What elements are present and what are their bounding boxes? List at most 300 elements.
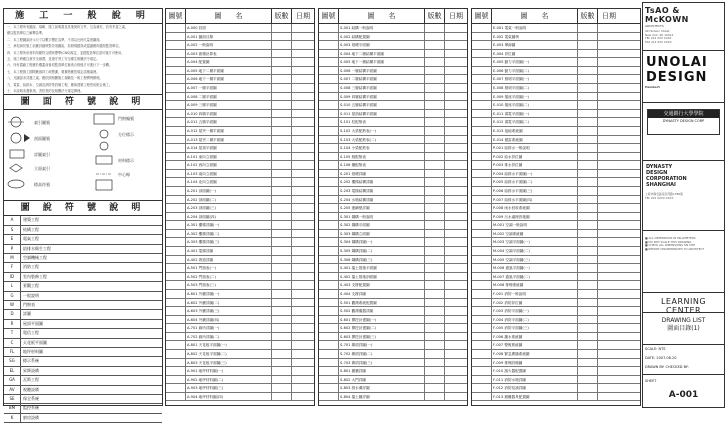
row-version [425, 247, 445, 255]
row-date [445, 281, 467, 289]
table-row [319, 204, 467, 213]
row-title: E-007 照明平面圖(一) [492, 75, 578, 83]
row-title: S-302 鋼構平面圖 [339, 221, 425, 229]
row-title: M-003 空調平面圖(一) [492, 238, 578, 246]
row-version [425, 50, 445, 58]
row-date [598, 281, 620, 289]
row-version [578, 299, 598, 307]
abbreviation-code: P [4, 245, 21, 253]
row-title: S-006 一層結構平面圖 [339, 67, 425, 75]
notes-title: 施 工 一 般 說 明 [4, 9, 162, 24]
row-number [472, 256, 492, 264]
row-title: S-001 結構一般說明 [339, 24, 425, 32]
row-number [166, 230, 186, 238]
row-title: S-601 開挖計畫圖(一) [339, 316, 425, 324]
row-title: S-702 雜項詳圖(二) [339, 350, 425, 358]
row-title: A-002 一般說明 [186, 41, 272, 49]
row-date [598, 230, 620, 238]
table-row [472, 136, 640, 145]
table-row [319, 213, 467, 222]
row-date [292, 299, 314, 307]
row-date [598, 187, 620, 195]
row-version [272, 350, 292, 358]
row-version [578, 127, 598, 135]
table-row [472, 247, 640, 256]
row-title: S-007 二層結構平面圖 [339, 75, 425, 83]
row-number [472, 170, 492, 178]
row-title: A-203 剖面圖(三) [186, 204, 272, 212]
row-date [598, 161, 620, 169]
row-version [425, 273, 445, 281]
row-version [425, 290, 445, 298]
table-row [319, 256, 467, 265]
row-title: P-003 排水昇位圖 [492, 161, 578, 169]
row-title: S-804 擋土牆詳圖 [339, 393, 425, 401]
row-number [166, 127, 186, 135]
table-row [166, 41, 314, 50]
note-paragraph: 六、所有隱蔽工程應於覆蓋前會同監造單位檢查合格後方可進行下一步驟。 [7, 63, 113, 68]
client-line: CORPORATION [646, 176, 687, 182]
row-version [578, 41, 598, 49]
row-version [578, 359, 598, 367]
row-version [578, 144, 598, 152]
row-number [166, 33, 186, 41]
client-line: DYNASTY [646, 164, 673, 170]
row-version [578, 178, 598, 186]
table-row [319, 196, 467, 205]
row-version [425, 367, 445, 375]
row-version [272, 41, 292, 49]
table-row [166, 67, 314, 76]
row-date [598, 93, 620, 101]
row-date [292, 93, 314, 101]
row-date [292, 204, 314, 212]
row-date [445, 50, 467, 58]
table-row [319, 230, 467, 239]
table-row [319, 273, 467, 282]
row-date [292, 187, 314, 195]
row-title: A-402 坡道詳圖 [186, 256, 272, 264]
row-version [272, 273, 292, 281]
header-cell-no: 圖號 [166, 9, 186, 23]
row-date [598, 273, 620, 281]
row-date [598, 367, 620, 375]
row-title: M-005 空調平面圖(三) [492, 256, 578, 264]
row-number [166, 136, 186, 144]
row-number [319, 299, 339, 307]
row-number [472, 341, 492, 349]
row-date [598, 24, 620, 32]
table-row [472, 324, 640, 333]
table-row [166, 350, 314, 359]
abbreviation-row [4, 339, 162, 348]
legend-label: 剖面圖號 [34, 136, 50, 142]
legend-label: 門窗編號 [118, 116, 134, 122]
row-title: S-403 支撐配置圖 [339, 281, 425, 289]
row-version [578, 24, 598, 32]
row-version [425, 170, 445, 178]
row-title: F-005 消防平面圖(三) [492, 324, 578, 332]
row-date [292, 290, 314, 298]
row-number [472, 238, 492, 246]
row-number [319, 93, 339, 101]
row-version [578, 33, 598, 41]
row-date [445, 170, 467, 178]
row-number [166, 75, 186, 83]
table-row [319, 264, 467, 273]
abbreviation-code: G [4, 292, 21, 300]
row-version [425, 230, 445, 238]
row-date [292, 196, 314, 204]
legend-label: 索引圖號 [34, 120, 50, 126]
row-title: A-902 地坪材料圖(二) [186, 376, 272, 384]
row-date [598, 221, 620, 229]
row-title: S-301 鋼構一般說明 [339, 213, 425, 221]
legend-label: 標高符號 [34, 182, 50, 188]
row-date [598, 247, 620, 255]
abbreviation-text: 廚房設備 [23, 414, 39, 420]
row-number [472, 367, 492, 375]
row-title: F-013 避難器具配置圖 [492, 393, 578, 401]
row-version [425, 264, 445, 272]
table-row [472, 273, 640, 282]
row-date [445, 101, 467, 109]
table-row [166, 376, 314, 385]
row-number [319, 196, 339, 204]
row-number [166, 341, 186, 349]
row-date [292, 161, 314, 169]
row-date [445, 118, 467, 126]
row-title: F-012 消防泵浦詳圖 [492, 384, 578, 392]
table-row [166, 161, 314, 170]
row-version [272, 299, 292, 307]
table-row [319, 178, 467, 187]
row-number [166, 41, 186, 49]
table-row [472, 170, 640, 179]
row-version [272, 101, 292, 109]
table-row [166, 341, 314, 350]
row-date [292, 67, 314, 75]
row-number [166, 376, 186, 384]
row-number [166, 153, 186, 161]
row-number [166, 247, 186, 255]
row-version [578, 290, 598, 298]
row-title: S-401 擋土措施平面圖 [339, 264, 425, 272]
legend-title: 圖 面 符 號 說 明 [4, 94, 162, 110]
north-arrow-icon [100, 130, 108, 138]
abbreviation-text: 景觀工程 [23, 283, 39, 289]
table-row [319, 161, 467, 170]
row-title: S-305 鋼構詳圖(二) [339, 247, 425, 255]
row-number [166, 324, 186, 332]
row-date [292, 324, 314, 332]
row-date [598, 75, 620, 83]
table-row [319, 341, 467, 350]
row-date [292, 127, 314, 135]
row-title: A-004 配置圖 [186, 58, 272, 66]
row-version [578, 238, 598, 246]
header-cell-name: 圖 名 [339, 9, 425, 23]
detail-symbol-icon [10, 150, 24, 158]
row-number [472, 350, 492, 358]
row-number [166, 161, 186, 169]
row-date [445, 367, 467, 375]
abbreviation-code: F [4, 263, 21, 271]
row-version [272, 316, 292, 324]
row-date [445, 230, 467, 238]
row-title: P-006 給排水平面圖(三) [492, 187, 578, 195]
table-row [319, 281, 467, 290]
client-logo [647, 109, 720, 135]
table-row [319, 144, 467, 153]
row-title: M-006 通風平面圖(一) [492, 264, 578, 272]
row-title: A-602 外牆詳圖(二) [186, 299, 272, 307]
row-version [425, 204, 445, 212]
row-number [319, 367, 339, 375]
row-number [472, 230, 492, 238]
row-date [292, 178, 314, 186]
row-title: A-401 電梯詳圖 [186, 247, 272, 255]
row-version [425, 187, 445, 195]
abbreviation-row [4, 310, 162, 319]
abbreviation-row [4, 329, 162, 338]
row-title: P-005 給排水平面圖(二) [492, 178, 578, 186]
row-title: E-011 弱電平面圖(一) [492, 110, 578, 118]
table-row [319, 367, 467, 376]
row-number [319, 187, 339, 195]
row-title: A-102 西向立面圖 [186, 161, 272, 169]
row-date [445, 273, 467, 281]
table-row [319, 187, 467, 196]
client-section [643, 161, 724, 231]
row-title: S-105 版配筋表 [339, 153, 425, 161]
row-version [425, 213, 445, 221]
header-cell-version: 版數 [578, 9, 598, 23]
table-row [166, 127, 314, 136]
row-version [425, 196, 445, 204]
row-title: S-404 支撐詳圖 [339, 290, 425, 298]
abbreviation-code: M [4, 254, 21, 262]
row-title: A-012 屋突一層平面圖 [186, 127, 272, 135]
row-title: F-003 消防平面圖(一) [492, 307, 578, 315]
row-number [472, 264, 492, 272]
table-row [472, 299, 640, 308]
row-number [166, 281, 186, 289]
row-number [166, 333, 186, 341]
table-row [472, 153, 640, 162]
row-version [578, 281, 598, 289]
row-title: P-008 雨水回收系統圖 [492, 204, 578, 212]
table-row [472, 367, 640, 376]
abbreviation-row [4, 216, 162, 225]
symbol-legend [4, 110, 162, 200]
row-number [166, 256, 186, 264]
row-number [472, 118, 492, 126]
row-date [292, 144, 314, 152]
row-number [472, 221, 492, 229]
abbreviation-text: 消防工程 [23, 264, 39, 270]
abbreviation-code: FL [4, 348, 21, 356]
row-version [272, 187, 292, 195]
row-version [578, 213, 598, 221]
row-title: P-001 給排水一般說明 [492, 144, 578, 152]
design-section [643, 55, 724, 103]
row-title: A-803 天花板平面圖(三) [186, 359, 272, 367]
row-title: A-103 南向立面圖 [186, 170, 272, 178]
row-number [319, 41, 339, 49]
row-title: A-006 地下一層平面圖 [186, 75, 272, 83]
row-version [272, 290, 292, 298]
table-row [166, 187, 314, 196]
row-title: S-009 四層結構平面圖 [339, 93, 425, 101]
row-version [425, 376, 445, 384]
row-date [445, 256, 467, 264]
row-number [319, 24, 339, 32]
row-date [292, 333, 314, 341]
project-name: LEARNING CENTER [660, 297, 707, 315]
row-number [472, 384, 492, 392]
row-number [319, 307, 339, 315]
row-number [319, 393, 339, 401]
abbreviation-row [4, 292, 162, 301]
row-version [425, 101, 445, 109]
row-date [292, 393, 314, 401]
row-number [472, 153, 492, 161]
row-number [319, 58, 339, 66]
row-title: A-801 天花板平面圖(一) [186, 341, 272, 349]
table-row [166, 281, 314, 290]
row-title: E-009 插座平面圖(一) [492, 93, 578, 101]
row-date [445, 238, 467, 246]
row-title: A-003 面積計算表 [186, 50, 272, 58]
note-paragraph: 應以監造單位之解釋為準。 [7, 31, 46, 36]
row-number [319, 33, 339, 41]
abbreviation-code: AV [4, 386, 21, 394]
row-version [425, 384, 445, 392]
table-row [472, 41, 640, 50]
row-version [272, 161, 292, 169]
row-title: E-008 照明平面圖(二) [492, 84, 578, 92]
row-title: S-202 樓梯結構詳圖 [339, 178, 425, 186]
table-row [472, 333, 640, 342]
row-number [319, 384, 339, 392]
row-version [578, 93, 598, 101]
table-row [166, 213, 314, 222]
window-tag-icon [100, 142, 108, 150]
row-number [472, 281, 492, 289]
row-date [598, 359, 620, 367]
row-number [472, 316, 492, 324]
table-row [472, 75, 640, 84]
row-version [578, 247, 598, 255]
row-date [445, 376, 467, 384]
row-number [166, 264, 186, 272]
abbreviation-title: 圖 說 符 號 說 明 [4, 200, 162, 216]
row-title: S-303 鋼構立面圖 [339, 230, 425, 238]
row-title: S-306 鋼構詳圖(三) [339, 256, 425, 264]
row-version [578, 384, 598, 392]
abbreviation-code: S [4, 226, 21, 234]
row-version [425, 281, 445, 289]
row-date [598, 50, 620, 58]
row-number [166, 393, 186, 401]
row-title: S-802 大門詳圖 [339, 376, 425, 384]
table-row [166, 333, 314, 342]
table-header [319, 9, 467, 24]
row-version [578, 58, 598, 66]
design-logo-line1: UNOLAI [646, 55, 708, 70]
row-version [425, 256, 445, 264]
row-version [272, 93, 292, 101]
row-version [578, 376, 598, 384]
table-row [166, 307, 314, 316]
row-date [445, 307, 467, 315]
firm-name: TsAO & McKOWN [645, 6, 689, 24]
row-date [598, 144, 620, 152]
firm-subtitle: ARCHITECTS [645, 24, 664, 28]
table-row [319, 359, 467, 368]
table-row [319, 376, 467, 385]
row-number [472, 50, 492, 58]
row-title: A-201 剖面圖(一) [186, 187, 272, 195]
row-date [598, 213, 620, 221]
row-date [292, 307, 314, 315]
row-version [425, 84, 445, 92]
abbreviation-text: 給排水衛生工程 [23, 245, 51, 251]
header-cell-date: 日期 [449, 12, 463, 20]
abbreviation-text: 建築工程 [23, 217, 39, 223]
elevation-symbol-icon [10, 164, 22, 172]
row-number [472, 376, 492, 384]
row-number [472, 33, 492, 41]
table-row [319, 50, 467, 59]
row-date [598, 384, 620, 392]
row-version [578, 136, 598, 144]
table-row [319, 307, 467, 316]
row-title: A-001 圖面目錄 [186, 33, 272, 41]
firm-address: 99 Hudson Street New York, NY 10013 TEL 212 XXX XXXX FAX 212 XXX XXXX [645, 29, 674, 44]
row-version [578, 50, 598, 58]
row-version [272, 256, 292, 264]
header-cell-version: 版數 [272, 9, 292, 23]
row-date [598, 136, 620, 144]
client-line: SHANGHAI [646, 182, 676, 188]
row-title: S-201 基礎詳圖 [339, 170, 425, 178]
row-version [272, 170, 292, 178]
row-version [578, 110, 598, 118]
row-date [598, 127, 620, 135]
row-version [425, 75, 445, 83]
general-notes-section [643, 231, 724, 293]
row-version [578, 273, 598, 281]
row-date [598, 307, 620, 315]
row-version [272, 127, 292, 135]
row-number [319, 376, 339, 384]
row-title: S-104 小梁配筋表 [339, 144, 425, 152]
drawing-index-table-2 [318, 8, 468, 406]
row-title: A-603 外牆詳圖(三) [186, 307, 272, 315]
row-number [472, 247, 492, 255]
row-version [578, 67, 598, 75]
row-version [425, 110, 445, 118]
row-date [292, 264, 314, 272]
row-date [598, 376, 620, 384]
row-version [272, 118, 292, 126]
row-number [472, 178, 492, 186]
row-date [598, 101, 620, 109]
row-date [445, 84, 467, 92]
row-title: S-010 五層結構平面圖 [339, 101, 425, 109]
